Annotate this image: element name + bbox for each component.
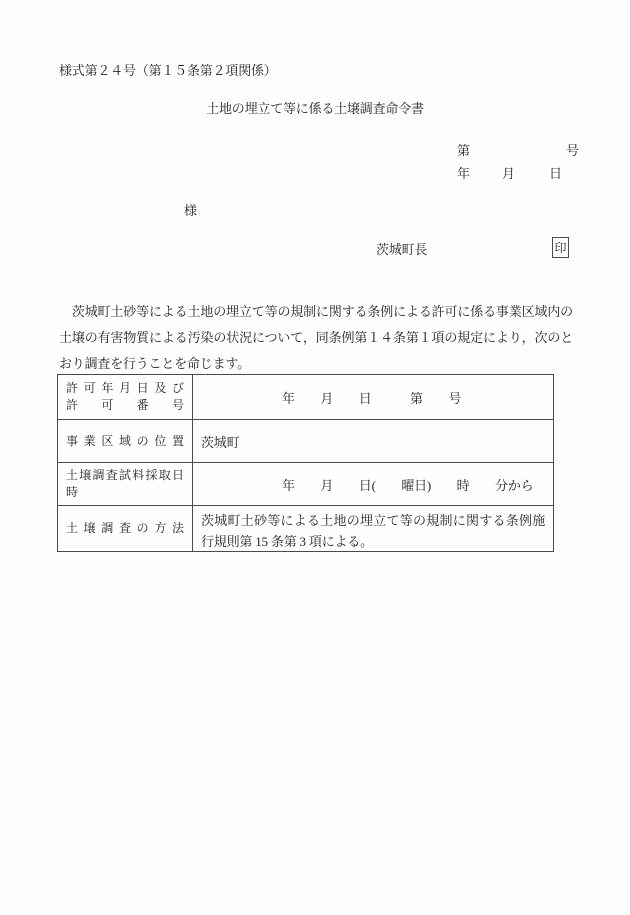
seal-mark: 印 xyxy=(552,237,569,258)
row-header-text: 土壌調査試料採取日時 xyxy=(66,468,184,499)
row-header-text: 土 壌 調 査 の 方 法 xyxy=(66,521,184,535)
order-details-table xyxy=(57,374,554,552)
issuer-title: 茨城町長 xyxy=(376,242,428,257)
date-day-label: 日 xyxy=(549,166,562,181)
table-row-permit-date-number xyxy=(58,375,553,419)
table-row-survey-method xyxy=(58,505,553,551)
page-title: 土地の埋立て等に係る土壌調査命令書 xyxy=(206,101,424,116)
row-header-survey-method xyxy=(58,506,193,551)
row-header-line1: 許 可 年 月 日 及 び xyxy=(66,381,184,395)
row-value-survey-method: 茨城町土砂等による土地の埋立て等の規制に関する条例施行規則第 15 条第 3 項による。 xyxy=(201,513,545,549)
row-header-text: 事 業 区 域 の 位 置 xyxy=(66,433,184,448)
order-body-paragraph: 茨城町土砂等による土地の埋立て等の規制に関する条例による許可に係る事業区域内の土壌の有害物質による汚染の状況について，同条例第１４条第１項の規定により，次のとおり調査を行うことを命じます。 xyxy=(59,304,573,371)
row-value-business-area-location: 茨城町 xyxy=(201,434,240,450)
date-year-label: 年 xyxy=(457,166,470,181)
form-number: 様式第２４号（第１５条第２項関係） xyxy=(59,63,277,78)
table-row-business-area-location xyxy=(58,419,553,462)
row-header-sampling-datetime xyxy=(58,463,193,505)
table-row-sampling-datetime xyxy=(58,462,553,505)
row-header-line2: 許 可 番 号 xyxy=(66,398,184,412)
row-header-business-area-location xyxy=(58,420,193,462)
date-month-label: 月 xyxy=(502,166,515,181)
addressee-honorific: 様 xyxy=(184,203,197,218)
row-header-permit-date-number xyxy=(58,375,193,419)
doc-number-prefix: 第 xyxy=(457,143,470,158)
row-value-sampling-datetime: 年 月 日( 曜日) 時 分から xyxy=(282,477,534,493)
doc-number-suffix: 号 xyxy=(566,143,579,158)
row-value-permit-date-number: 年 月 日 第 号 xyxy=(282,390,462,406)
